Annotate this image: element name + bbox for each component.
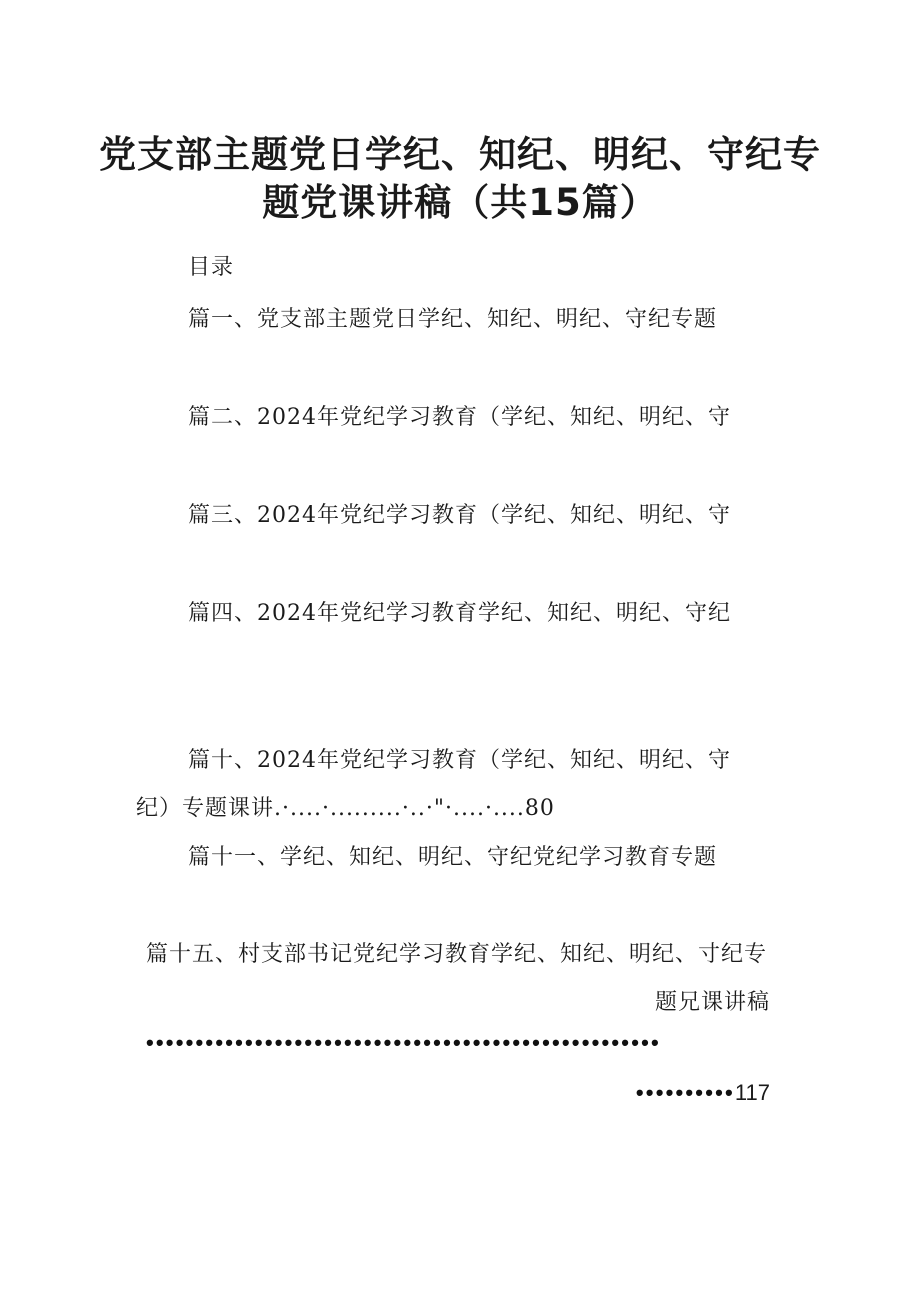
toc-entry-11[interactable]: 篇十一、学纪、知纪、明纪、守纪党纪学习教育专题 bbox=[188, 845, 718, 870]
toc-entry-4[interactable]: 篇四、2024年党纪学习教育学纪、知纪、明纪、守纪 bbox=[188, 601, 731, 626]
toc-entry-15-continuation[interactable]: 题兄课讲稿 bbox=[654, 990, 770, 1015]
toc-entry-15[interactable]: 篇十五、村支部书记党纪学习教育学纪、知纪、明纪、寸纪专 bbox=[146, 942, 768, 967]
toc-page-ref bbox=[636, 1080, 770, 1106]
toc-entry-2[interactable]: 篇二、2024年党纪学习教育（学纪、知纪、明纪、守 bbox=[188, 405, 731, 430]
toc-heading: 目录 bbox=[188, 255, 235, 280]
toc-entry-10[interactable]: 篇十、2024年党纪学习教育（学纪、知纪、明纪、守 bbox=[188, 748, 731, 773]
doc-title-line-2: 题党课讲稿（共15篇） bbox=[262, 181, 658, 224]
toc-page-number: 117 bbox=[734, 1080, 770, 1105]
toc-leader-dots-end: •••••••••• bbox=[635, 1080, 735, 1105]
toc-entry-3[interactable]: 篇三、2024年党纪学习教育（学纪、知纪、明纪、守 bbox=[188, 503, 731, 528]
toc-entry-1[interactable]: 篇一、党支部主题党日学纪、知纪、明纪、守纪专题 bbox=[188, 307, 718, 332]
doc-title-line-1: 党支部主题党日学纪、知纪、明纪、守纪专 bbox=[99, 133, 821, 176]
toc-leader-dots: •••••••••••••••••••••••••••••••••••••••••••••••••••• bbox=[146, 1030, 661, 1055]
toc-entry-10-continuation[interactable]: 纪）专题课讲.·....·.........·..·"·....·....80 bbox=[136, 796, 555, 821]
